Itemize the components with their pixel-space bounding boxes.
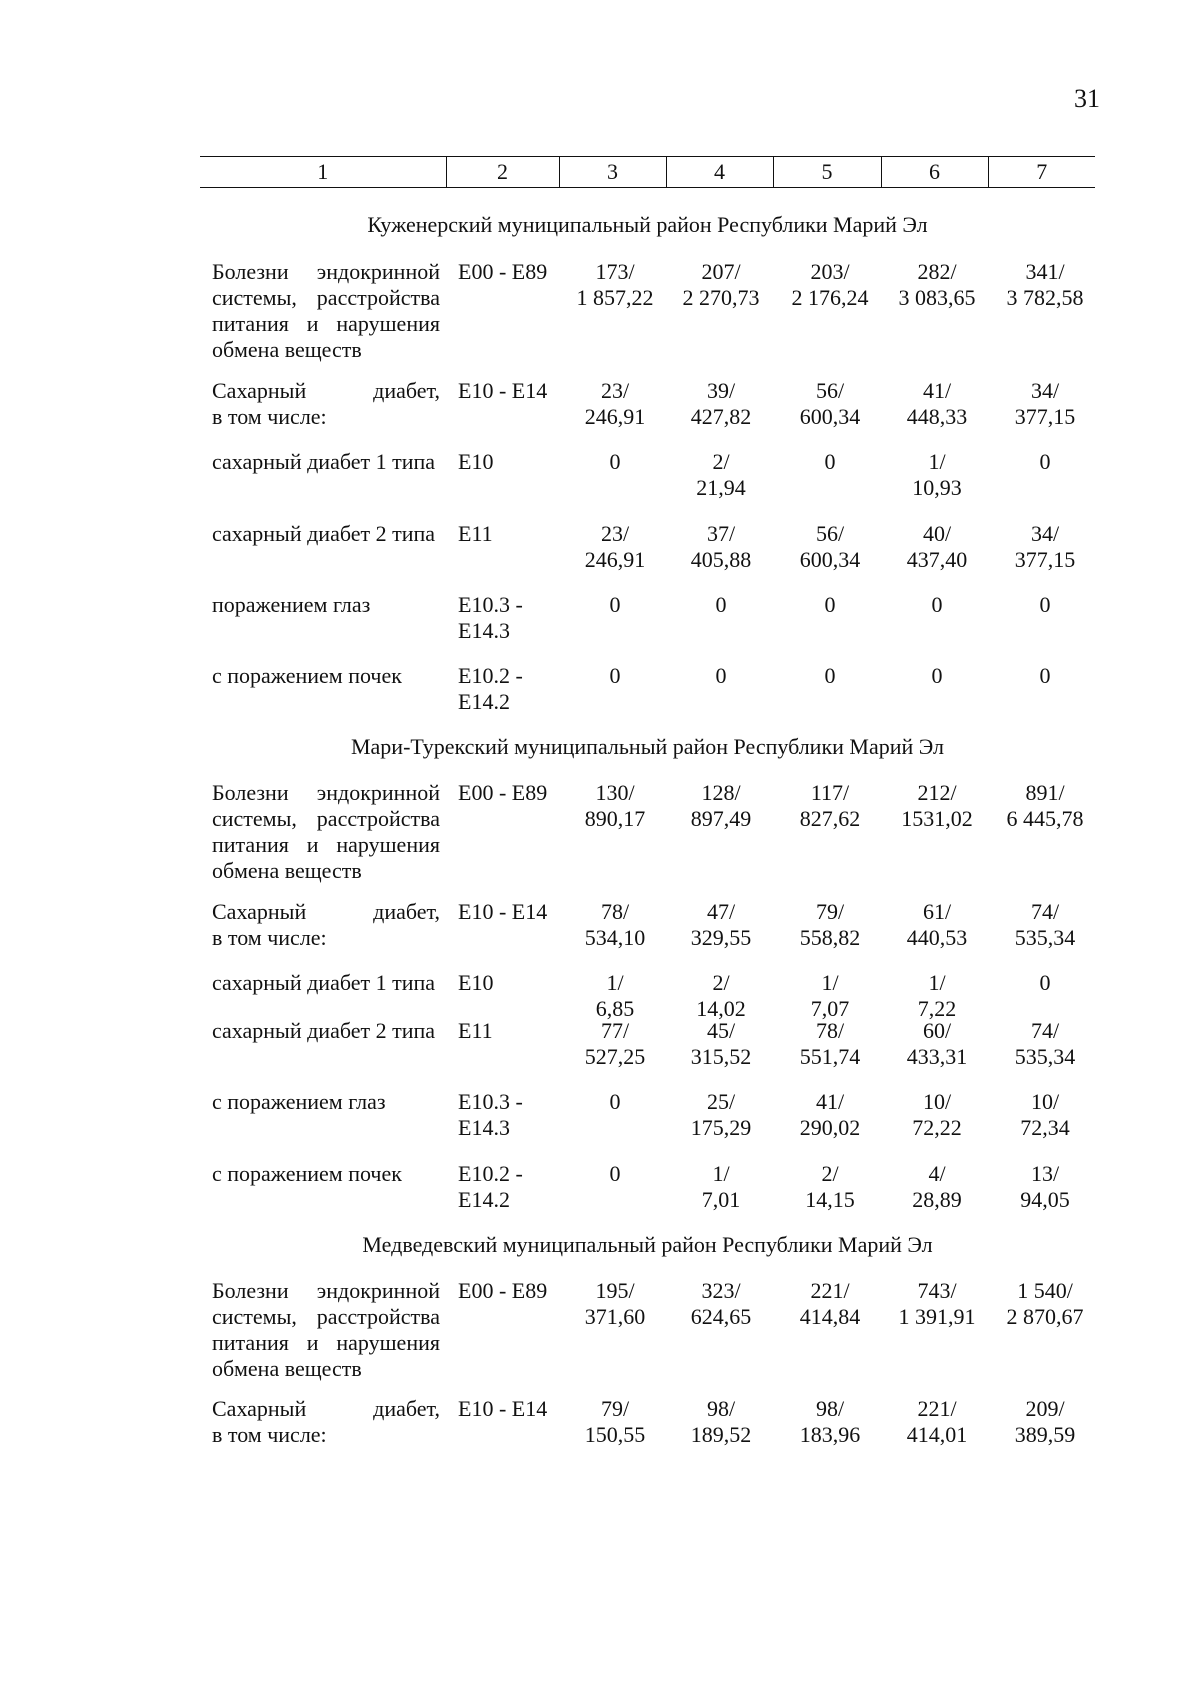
value-line: 37/ (706, 521, 736, 546)
code-line: E14.3 (458, 1115, 510, 1140)
value-cell (780, 1278, 880, 1330)
value-cell (887, 521, 987, 573)
icd-code (458, 1018, 568, 1044)
value-line: 6 445,78 (1006, 806, 1084, 831)
value-line: 173/ (595, 259, 635, 284)
value-line: 246,91 (584, 547, 646, 572)
value-line: 0 (931, 663, 943, 688)
value-line: 2 176,24 (791, 285, 869, 310)
value-line: 2/ (821, 1161, 839, 1186)
value-line: 891/ (1025, 780, 1065, 805)
value-line: 14,15 (805, 1187, 855, 1212)
code-line: E10 - E14 (458, 378, 548, 403)
disease-label (212, 259, 440, 363)
value-line: 34/ (1030, 521, 1060, 546)
value-line: 21,94 (696, 475, 746, 500)
value-line: 624,65 (690, 1304, 752, 1329)
value-cell (887, 1089, 987, 1141)
page-number: 31 (1074, 84, 1100, 113)
value-line: 0 (824, 449, 836, 474)
value-line: 558,82 (799, 925, 861, 950)
district-title: Куженерский муниципальный район Республики Марий Эл (367, 212, 928, 237)
value-line: 1/ (928, 970, 946, 995)
value-cell (565, 449, 665, 475)
value-cell (565, 663, 665, 689)
value-line: 535,34 (1014, 925, 1076, 950)
value-cell (565, 899, 665, 951)
value-cell (671, 970, 771, 1022)
value-line: 10,93 (912, 475, 962, 500)
value-cell (995, 521, 1095, 573)
value-line: 195/ (595, 1278, 635, 1303)
value-cell (995, 899, 1095, 951)
icd-code (458, 521, 568, 547)
code-line: E10.3 - (458, 1089, 523, 1114)
value-line: 534,10 (584, 925, 646, 950)
header-cell: 5 (773, 157, 881, 188)
value-cell (995, 1161, 1095, 1213)
label-line: Сахарный диабет, (212, 378, 440, 403)
value-cell (671, 1278, 771, 1330)
value-line: 4/ (928, 1161, 946, 1186)
icd-code (458, 780, 568, 806)
value-line: 130/ (595, 780, 635, 805)
value-line: 890,17 (584, 806, 646, 831)
value-line: 79/ (815, 899, 845, 924)
code-line: E10 (458, 449, 494, 474)
value-line: 246,91 (584, 404, 646, 429)
header-cell: 3 (559, 157, 666, 188)
value-line: 0 (1039, 592, 1051, 617)
value-cell (887, 449, 987, 501)
value-cell (995, 970, 1095, 996)
value-cell (780, 1089, 880, 1141)
value-line: 98/ (815, 1396, 845, 1421)
value-cell (887, 780, 987, 832)
value-cell (887, 259, 987, 311)
value-line: 74/ (1030, 899, 1060, 924)
disease-label (212, 1161, 440, 1187)
code-line: E10.2 - (458, 1161, 523, 1186)
disease-label (212, 1396, 440, 1448)
value-line: 10/ (922, 1089, 952, 1114)
value-line: 2/ (712, 449, 730, 474)
value-cell (780, 521, 880, 573)
value-line: 23/ (600, 378, 630, 403)
value-cell (671, 449, 771, 501)
label-line: с поражением почек (212, 1161, 402, 1186)
value-cell (887, 378, 987, 430)
value-line: 2/ (712, 970, 730, 995)
label-line: Сахарный диабет, (212, 899, 440, 924)
value-cell (995, 1278, 1095, 1330)
value-cell (565, 259, 665, 311)
value-line: 0 (1039, 970, 1051, 995)
value-line: 2 270,73 (682, 285, 760, 310)
value-line: 207/ (701, 259, 741, 284)
value-line: 1/ (712, 1161, 730, 1186)
label-line: сахарный диабет 2 типа (212, 1018, 436, 1043)
header-cell: 4 (666, 157, 773, 188)
value-line: 47/ (706, 899, 736, 924)
value-line: 41/ (922, 378, 952, 403)
value-line: 56/ (815, 521, 845, 546)
code-line: E14.2 (458, 689, 510, 714)
label-line: Болезни эндокринной (212, 1278, 440, 1303)
value-line: 0 (824, 663, 836, 688)
value-cell (565, 1089, 665, 1115)
value-cell (671, 1018, 771, 1070)
disease-label (212, 592, 440, 618)
label-line: в том числе: (212, 1422, 327, 1447)
label-line: системы, расстройства (212, 285, 440, 310)
value-cell (887, 1396, 987, 1448)
value-cell (887, 663, 987, 689)
code-line: E14.2 (458, 1187, 510, 1212)
value-line: 3 782,58 (1006, 285, 1084, 310)
value-cell (780, 663, 880, 689)
disease-label (212, 1089, 440, 1115)
disease-label (212, 663, 440, 689)
column-number-header (200, 156, 1095, 188)
value-cell (671, 663, 771, 689)
value-cell (671, 780, 771, 832)
value-cell (780, 259, 880, 311)
value-line: 6,85 (595, 996, 635, 1021)
value-line: 600,34 (799, 404, 861, 429)
value-cell (671, 1089, 771, 1141)
value-line: 34/ (1030, 378, 1060, 403)
value-cell (780, 378, 880, 430)
code-line: E00 - E89 (458, 1278, 548, 1303)
value-line: 128/ (701, 780, 741, 805)
value-line: 1 540/ (1017, 1278, 1073, 1303)
value-cell (565, 1278, 665, 1330)
label-line: сахарный диабет 2 типа (212, 521, 436, 546)
district-title: Медведевский муниципальный район Республики Марий Эл (362, 1232, 933, 1257)
value-cell (565, 780, 665, 832)
value-line: 1/ (821, 970, 839, 995)
label-line: в том числе: (212, 404, 327, 429)
value-line: 0 (715, 663, 727, 688)
value-line: 0 (1039, 449, 1051, 474)
value-line: 7,22 (917, 996, 957, 1021)
label-line: Болезни эндокринной (212, 780, 440, 805)
value-cell (671, 378, 771, 430)
code-line: E10.2 - (458, 663, 523, 688)
value-line: 221/ (917, 1396, 957, 1421)
label-line: питания и нарушения (212, 311, 440, 336)
value-line: 1 857,22 (576, 285, 654, 310)
value-cell (995, 449, 1095, 475)
label-line: Болезни эндокринной (212, 259, 440, 284)
value-cell (780, 1396, 880, 1448)
value-line: 600,34 (799, 547, 861, 572)
label-line: с поражением глаз (212, 1089, 386, 1114)
value-cell (995, 663, 1095, 689)
value-cell (887, 1018, 987, 1070)
value-cell (780, 780, 880, 832)
value-line: 78/ (600, 899, 630, 924)
value-cell (780, 970, 880, 1022)
value-line: 448,33 (906, 404, 968, 429)
icd-code (458, 592, 568, 644)
value-cell (995, 780, 1095, 832)
value-line: 0 (931, 592, 943, 617)
value-cell (780, 592, 880, 618)
disease-label (212, 970, 440, 996)
value-line: 282/ (917, 259, 957, 284)
code-line: E00 - E89 (458, 780, 548, 805)
label-line: обмена веществ (212, 1356, 362, 1381)
icd-code (458, 663, 568, 715)
value-cell (995, 259, 1095, 311)
value-line: 7,07 (810, 996, 850, 1021)
header-cell: 7 (988, 157, 1095, 188)
code-line: E10 - E14 (458, 1396, 548, 1421)
disease-label (212, 1278, 440, 1382)
value-cell (565, 378, 665, 430)
value-line: 25/ (706, 1089, 736, 1114)
value-cell (780, 1161, 880, 1213)
code-line: E10.3 - (458, 592, 523, 617)
icd-code (458, 970, 568, 996)
icd-code (458, 259, 568, 285)
code-line: E11 (458, 521, 493, 546)
label-line: Сахарный диабет, (212, 1396, 440, 1421)
value-line: 72,22 (912, 1115, 962, 1140)
value-cell (671, 899, 771, 951)
icd-code (458, 1089, 568, 1141)
code-line: E10 (458, 970, 494, 995)
value-line: 1 391,91 (898, 1304, 976, 1329)
value-line: 7,01 (701, 1187, 741, 1212)
value-cell (887, 592, 987, 618)
value-line: 377,15 (1014, 547, 1076, 572)
value-cell (565, 1396, 665, 1448)
value-line: 371,60 (584, 1304, 646, 1329)
disease-label (212, 449, 440, 475)
value-line: 341/ (1025, 259, 1065, 284)
value-line: 212/ (917, 780, 957, 805)
value-line: 39/ (706, 378, 736, 403)
value-line: 189,52 (690, 1422, 752, 1447)
code-line: E11 (458, 1018, 493, 1043)
value-line: 377,15 (1014, 404, 1076, 429)
label-line: обмена веществ (212, 858, 362, 883)
code-line: E14.3 (458, 618, 510, 643)
value-cell (887, 970, 987, 1022)
value-line: 221/ (810, 1278, 850, 1303)
disease-label (212, 899, 440, 951)
value-line: 1/ (606, 970, 624, 995)
value-line: 61/ (922, 899, 952, 924)
value-line: 1531,02 (901, 806, 973, 831)
value-line: 77/ (600, 1018, 630, 1043)
value-line: 290,02 (799, 1115, 861, 1140)
value-line: 79/ (600, 1396, 630, 1421)
icd-code (458, 449, 568, 475)
value-cell (887, 1278, 987, 1330)
value-line: 427,82 (690, 404, 752, 429)
disease-label (212, 521, 440, 547)
value-line: 414,01 (906, 1422, 968, 1447)
value-line: 0 (609, 449, 621, 474)
value-line: 827,62 (799, 806, 861, 831)
value-line: 28,89 (912, 1187, 962, 1212)
value-line: 0 (824, 592, 836, 617)
value-line: 0 (609, 1161, 621, 1186)
value-line: 175,29 (690, 1115, 752, 1140)
label-line: сахарный диабет 1 типа (212, 970, 436, 995)
header-cell: 6 (881, 157, 988, 188)
disease-label (212, 1018, 440, 1044)
label-line: с поражением почек (212, 663, 402, 688)
value-line: 10/ (1030, 1089, 1060, 1114)
value-cell (671, 1161, 771, 1213)
header-cell: 1 (200, 157, 446, 188)
value-line: 209/ (1025, 1396, 1065, 1421)
value-line: 433,31 (906, 1044, 968, 1069)
district-title: Мари-Турекский муниципальный район Республики Марий Эл (350, 734, 945, 759)
value-line: 1/ (928, 449, 946, 474)
value-cell (671, 1396, 771, 1448)
value-cell (887, 1161, 987, 1213)
label-line: системы, расстройства (212, 806, 440, 831)
value-line: 551,74 (799, 1044, 861, 1069)
value-cell (995, 592, 1095, 618)
value-line: 437,40 (906, 547, 968, 572)
value-line: 203/ (810, 259, 850, 284)
value-cell (671, 521, 771, 573)
value-line: 0 (609, 1089, 621, 1114)
label-line: сахарный диабет 1 типа (212, 449, 436, 474)
value-line: 897,49 (690, 806, 752, 831)
value-line: 41/ (815, 1089, 845, 1114)
header-cell: 2 (446, 157, 559, 188)
value-line: 117/ (810, 780, 850, 805)
icd-code (458, 1396, 568, 1422)
value-cell (995, 1018, 1095, 1070)
header-row (200, 157, 1095, 188)
value-line: 389,59 (1014, 1422, 1076, 1447)
value-line: 183,96 (799, 1422, 861, 1447)
value-line: 74/ (1030, 1018, 1060, 1043)
icd-code (458, 378, 568, 404)
value-line: 45/ (706, 1018, 736, 1043)
value-cell (780, 449, 880, 475)
value-line: 40/ (922, 521, 952, 546)
value-line: 527,25 (584, 1044, 646, 1069)
value-line: 23/ (600, 521, 630, 546)
code-line: E10 - E14 (458, 899, 548, 924)
value-cell (995, 1396, 1095, 1448)
value-line: 13/ (1030, 1161, 1060, 1186)
icd-code (458, 1161, 568, 1213)
value-line: 329,55 (690, 925, 752, 950)
value-cell (780, 1018, 880, 1070)
value-line: 414,84 (799, 1304, 861, 1329)
value-line: 535,34 (1014, 1044, 1076, 1069)
value-cell (780, 899, 880, 951)
value-line: 3 083,65 (898, 285, 976, 310)
value-line: 323/ (701, 1278, 741, 1303)
label-line: обмена веществ (212, 337, 362, 362)
icd-code (458, 899, 568, 925)
value-line: 98/ (706, 1396, 736, 1421)
value-line: 0 (609, 663, 621, 688)
value-line: 78/ (815, 1018, 845, 1043)
value-line: 56/ (815, 378, 845, 403)
code-line: E00 - E89 (458, 259, 548, 284)
value-line: 315,52 (690, 1044, 752, 1069)
disease-label (212, 378, 440, 430)
label-line: питания и нарушения (212, 1330, 440, 1355)
label-line: поражением глаз (212, 592, 371, 617)
value-line: 14,02 (696, 996, 746, 1021)
icd-code (458, 1278, 568, 1304)
label-line: питания и нарушения (212, 832, 440, 857)
value-line: 94,05 (1020, 1187, 1070, 1212)
value-cell (565, 970, 665, 1022)
value-cell (565, 521, 665, 573)
value-cell (995, 1089, 1095, 1141)
value-line: 743/ (917, 1278, 957, 1303)
value-line: 440,53 (906, 925, 968, 950)
value-cell (995, 378, 1095, 430)
value-line: 0 (1039, 663, 1051, 688)
label-line: в том числе: (212, 925, 327, 950)
disease-label (212, 780, 440, 884)
value-line: 72,34 (1020, 1115, 1070, 1140)
value-cell (887, 899, 987, 951)
label-line: системы, расстройства (212, 1304, 440, 1329)
value-cell (565, 592, 665, 618)
value-line: 405,88 (690, 547, 752, 572)
value-line: 150,55 (584, 1422, 646, 1447)
value-cell (671, 259, 771, 311)
value-line: 0 (715, 592, 727, 617)
value-cell (565, 1018, 665, 1070)
value-line: 60/ (922, 1018, 952, 1043)
value-line: 0 (609, 592, 621, 617)
value-cell (671, 592, 771, 618)
value-cell (565, 1161, 665, 1187)
value-line: 2 870,67 (1006, 1304, 1084, 1329)
